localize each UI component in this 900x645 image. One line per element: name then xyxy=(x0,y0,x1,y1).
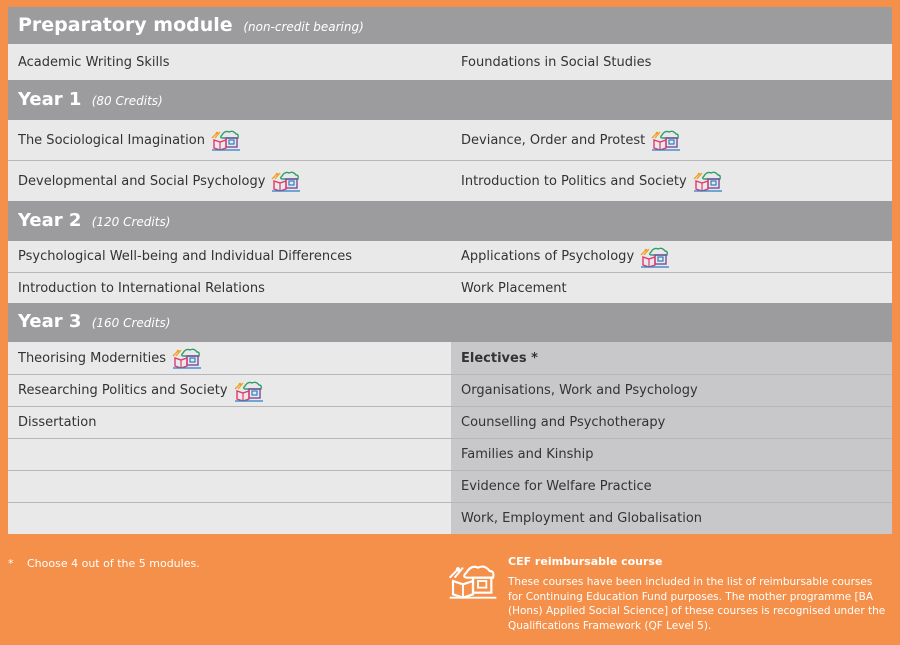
module-name: Deviance, Order and Protest xyxy=(461,132,646,148)
module-name: Psychological Well-being and Individual Differences xyxy=(18,249,353,264)
cef-reimbursable-icon xyxy=(651,129,681,151)
module-cell xyxy=(18,375,264,406)
preparatory-header xyxy=(8,7,892,44)
footnote-text: Choose 4 out of the 5 modules. xyxy=(27,557,200,570)
module-cell xyxy=(18,120,241,160)
module-cell xyxy=(461,120,681,160)
cef-reimbursable-icon xyxy=(271,170,301,192)
module-cell xyxy=(461,161,723,201)
programme-structure-table xyxy=(8,7,892,534)
year1-title: Year 1 xyxy=(18,89,82,110)
table-row xyxy=(8,342,892,374)
preparatory-title: Preparatory module xyxy=(18,14,233,36)
module-cell xyxy=(461,241,670,272)
table-row xyxy=(8,241,892,272)
module-name: Theorising Modernities xyxy=(18,350,166,366)
cef-reimbursable-icon xyxy=(640,246,670,268)
electives-footnote xyxy=(8,557,200,570)
cef-reimbursable-icon xyxy=(172,347,202,369)
year3-credits: (160 Credits) xyxy=(91,316,171,330)
table-row xyxy=(8,502,892,534)
legend-description: These courses have been included in the list of reimbursable courses for Continuing Education Fund purposes. The mother programme [BA (Hons) Applied Social Science] of these courses is recognised under the Qualifications Framework (QF Level 5). xyxy=(508,576,886,632)
table-row xyxy=(8,374,892,406)
year2-header xyxy=(8,201,892,241)
cef-reimbursable-icon xyxy=(234,380,264,402)
table-row xyxy=(8,470,892,502)
table-row xyxy=(8,160,892,201)
module-name: Academic Writing Skills xyxy=(18,54,170,70)
cef-reimbursable-icon xyxy=(448,559,498,603)
year2-credits: (120 Credits) xyxy=(91,215,171,229)
preparatory-note: (non-credit bearing) xyxy=(243,20,364,34)
elective-name: Counselling and Psychotherapy xyxy=(461,415,666,430)
legend-title: CEF reimbursable course xyxy=(508,555,663,568)
year3-header xyxy=(8,303,892,342)
module-name: Foundations in Social Studies xyxy=(461,54,652,70)
module-name: Developmental and Social Psychology xyxy=(18,173,266,189)
cef-reimbursable-icon xyxy=(211,129,241,151)
module-name: Introduction to International Relations xyxy=(18,280,265,296)
year1-header xyxy=(8,80,892,120)
year3-title: Year 3 xyxy=(18,311,82,332)
elective-name: Evidence for Welfare Practice xyxy=(461,479,652,494)
electives-heading: Electives * xyxy=(461,350,538,366)
module-name: Introduction to Politics and Society xyxy=(461,173,687,189)
table-row xyxy=(8,120,892,160)
table-row xyxy=(8,44,892,80)
module-name: Applications of Psychology xyxy=(461,249,635,264)
module-name: Work Placement xyxy=(461,280,567,296)
footnote-marker: * xyxy=(8,557,14,570)
table-row xyxy=(8,272,892,303)
module-name: The Sociological Imagination xyxy=(18,132,205,148)
year2-title: Year 2 xyxy=(18,210,82,231)
module-name: Dissertation xyxy=(18,415,97,430)
year1-credits: (80 Credits) xyxy=(91,94,163,108)
module-cell xyxy=(18,161,301,201)
elective-name: Work, Employment and Globalisation xyxy=(461,511,703,526)
table-row xyxy=(8,406,892,438)
elective-name: Families and Kinship xyxy=(461,447,594,462)
cef-reimbursable-icon xyxy=(693,170,723,192)
elective-name: Organisations, Work and Psychology xyxy=(461,383,698,398)
table-row xyxy=(8,438,892,470)
module-cell xyxy=(18,342,202,374)
module-name: Researching Politics and Society xyxy=(18,383,228,398)
